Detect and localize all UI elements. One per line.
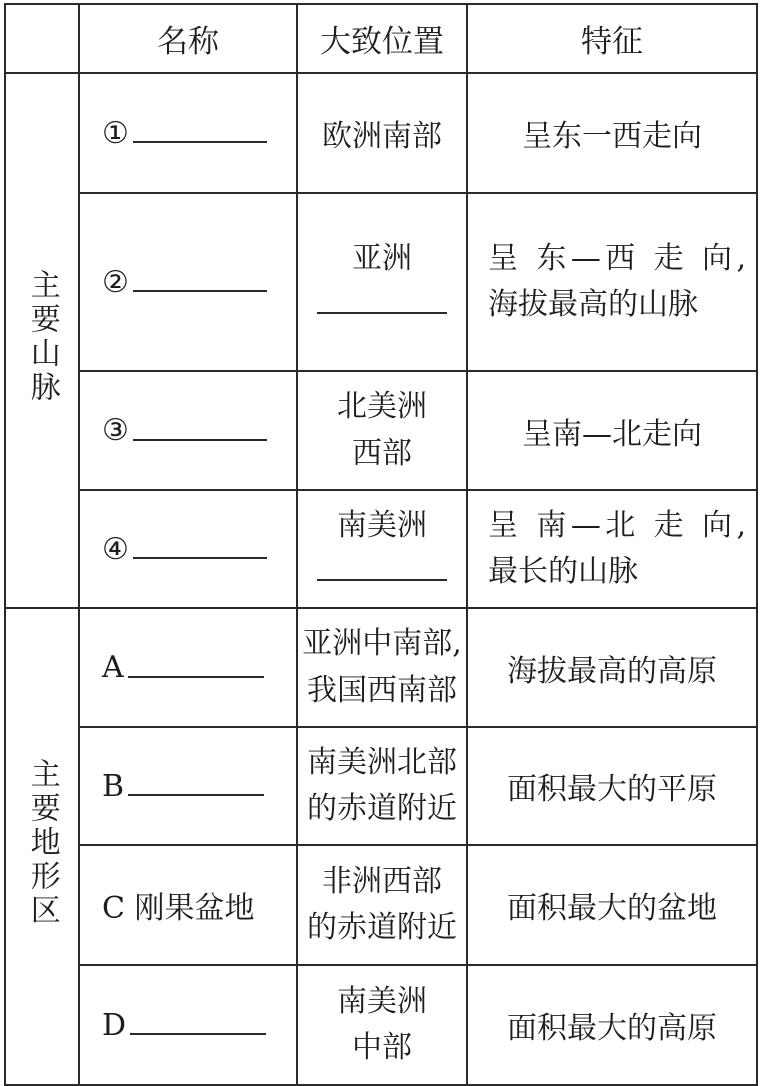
feature-cell: 面积最大的高原 xyxy=(467,965,757,1085)
category-landforms-cell xyxy=(5,608,79,1085)
table-row xyxy=(5,727,757,845)
location-line: 西部 xyxy=(352,435,412,471)
feature-line: 海拔最高的山脉 xyxy=(488,287,698,322)
geography-table xyxy=(4,3,758,1086)
feature-cell xyxy=(467,193,757,371)
category-mountains: 主要山脉 xyxy=(24,268,60,405)
answer-blank[interactable] xyxy=(130,1015,266,1035)
row-marker: ② xyxy=(102,264,129,300)
location-line: 的赤道附近 xyxy=(307,910,457,945)
location-line: 非洲西部 xyxy=(322,863,442,899)
header-row xyxy=(5,4,757,73)
feature-line: 呈 南—北 走 向, xyxy=(488,507,746,543)
location-cell: 欧洲南部 xyxy=(297,73,467,193)
location-cell xyxy=(297,193,467,371)
location-line: 南美洲北部 xyxy=(307,744,457,780)
name-cell xyxy=(79,371,297,490)
location-text: 亚洲 xyxy=(352,240,412,276)
feature-cell: 海拔最高的高原 xyxy=(467,608,757,727)
header-name: 名称 xyxy=(79,4,297,73)
name-cell xyxy=(79,845,297,965)
answer-blank[interactable] xyxy=(128,658,264,678)
row-marker: C 刚果盆地 xyxy=(102,891,255,926)
header-feature: 特征 xyxy=(467,4,757,73)
name-cell xyxy=(79,727,297,845)
location-cell xyxy=(297,965,467,1085)
header-location: 大致位置 xyxy=(297,4,467,73)
location-cell xyxy=(297,845,467,965)
feature-cell: 面积最大的盆地 xyxy=(467,845,757,965)
category-landforms: 主要地形区 xyxy=(24,757,60,928)
row-marker: ③ xyxy=(102,413,129,448)
row-marker: D xyxy=(102,1007,127,1043)
row-marker: ① xyxy=(102,115,129,151)
table-row xyxy=(5,608,757,727)
answer-blank[interactable] xyxy=(133,421,267,441)
name-cell xyxy=(79,965,297,1085)
feature-cell xyxy=(467,490,757,608)
answer-blank[interactable] xyxy=(128,776,264,796)
category-mountains-cell xyxy=(5,73,79,608)
table-row xyxy=(5,490,757,608)
table-row xyxy=(5,73,757,193)
location-cell xyxy=(297,608,467,727)
answer-blank[interactable] xyxy=(133,272,267,292)
row-marker: A xyxy=(102,650,124,685)
location-cell xyxy=(297,727,467,845)
feature-cell: 面积最大的平原 xyxy=(467,727,757,845)
location-line: 我国西南部 xyxy=(307,672,457,708)
location-line: 亚洲中南部, xyxy=(302,626,462,661)
row-marker: ④ xyxy=(102,531,129,567)
name-cell xyxy=(79,608,297,727)
location-line: 中部 xyxy=(352,1030,412,1065)
answer-blank[interactable] xyxy=(133,123,267,143)
feature-cell: 呈南—北走向 xyxy=(467,371,757,490)
table-row xyxy=(5,193,757,371)
feature-line: 最长的山脉 xyxy=(488,554,638,589)
name-cell xyxy=(79,193,297,371)
location-answer-blank[interactable] xyxy=(317,551,447,581)
location-text: 南美洲 xyxy=(337,507,427,543)
answer-blank[interactable] xyxy=(133,539,267,559)
location-cell xyxy=(297,371,467,490)
name-cell xyxy=(79,490,297,608)
row-marker: B xyxy=(102,768,125,804)
location-answer-blank[interactable] xyxy=(317,284,447,314)
location-line: 南美洲 xyxy=(337,983,427,1019)
name-cell xyxy=(79,73,297,193)
table-row xyxy=(5,965,757,1085)
location-line: 的赤道附近 xyxy=(307,791,457,826)
feature-line: 呈 东—西 走 向, xyxy=(488,240,746,276)
location-line: 北美洲 xyxy=(337,389,427,424)
table-row xyxy=(5,845,757,965)
table-row xyxy=(5,371,757,490)
feature-cell: 呈东一西走向 xyxy=(467,73,757,193)
header-corner xyxy=(5,4,79,73)
location-cell xyxy=(297,490,467,608)
